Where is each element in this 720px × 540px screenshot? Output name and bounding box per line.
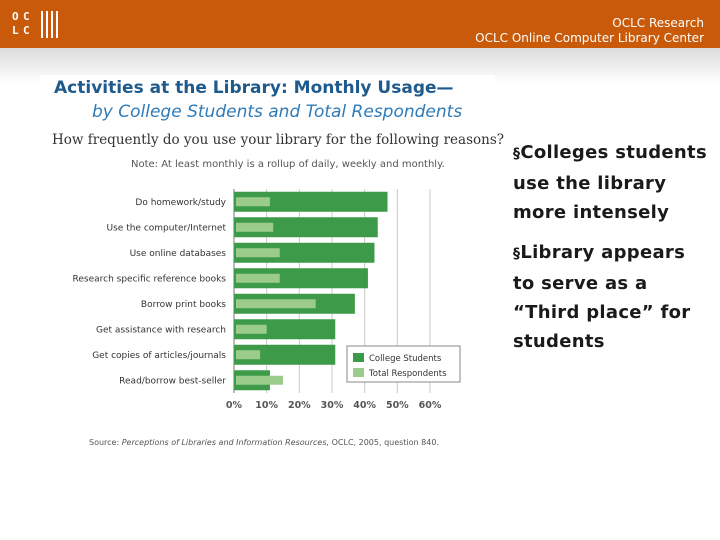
x-tick-label: 30%	[320, 400, 344, 411]
bullet-marker: §	[513, 146, 521, 162]
category-label: Do homework/study	[135, 197, 226, 208]
x-tick-label: 40%	[353, 400, 377, 411]
x-tick-label: 60%	[418, 400, 442, 411]
bullet-text: Library appears to serve as a “Third place” for students	[513, 242, 691, 352]
bullet-item	[513, 138, 713, 227]
chart-source	[89, 438, 439, 447]
logo-letter: C	[23, 10, 30, 23]
x-tick-label: 20%	[287, 400, 311, 411]
x-tick-label: 10%	[255, 400, 279, 411]
bullet-list	[513, 138, 713, 367]
x-tick-label: 0%	[225, 400, 243, 411]
legend-label: College Students	[369, 354, 442, 364]
chart-note: Note: At least monthly is a rollup of daily, weekly and monthly.	[131, 159, 445, 170]
x-tick-label: 50%	[385, 400, 409, 411]
source-rest: OCLC, 2005, question 840.	[331, 438, 439, 447]
category-label: Get assistance with research	[96, 325, 226, 336]
bullet-item	[513, 238, 713, 356]
category-label: Get copies of articles/journals	[92, 350, 226, 361]
bar-total-respondents	[236, 376, 283, 385]
bar-total-respondents	[236, 325, 267, 334]
category-label: Use the computer/Internet	[106, 223, 226, 234]
category-label: Read/borrow best-seller	[119, 376, 226, 387]
bar-total-respondents	[236, 350, 260, 359]
logo-letter: L	[12, 24, 19, 37]
chart-question: How frequently do you use your library for the following reasons?	[52, 132, 504, 148]
source-prefix: Source:	[89, 438, 120, 447]
bar-total-respondents	[236, 274, 280, 283]
legend-swatch	[353, 353, 364, 362]
logo-letter: O	[12, 10, 19, 23]
category-label: Research specific reference books	[72, 274, 226, 285]
bullet-marker: §	[513, 246, 521, 262]
bar-total-respondents	[236, 248, 280, 257]
bar-total-respondents	[236, 299, 316, 308]
header-org-name: OCLC Research	[612, 16, 704, 30]
header-org-fullname: OCLC Online Computer Library Center	[475, 31, 704, 45]
legend-label: Total Respondents	[369, 369, 447, 379]
bar-total-respondents	[236, 197, 270, 206]
legend-swatch	[353, 368, 364, 377]
bullet-text: Colleges students use the library more intensely	[513, 142, 707, 223]
bar-total-respondents	[236, 223, 273, 232]
category-label: Borrow print books	[140, 299, 226, 310]
source-title: Perceptions of Libraries and Information Resources,	[121, 438, 330, 447]
chart-title: Activities at the Library: Monthly Usage—	[54, 78, 454, 98]
logo-letter: C	[23, 24, 30, 37]
chart-subtitle: by College Students and Total Respondents	[92, 102, 463, 122]
category-label: Use online databases	[129, 248, 226, 259]
